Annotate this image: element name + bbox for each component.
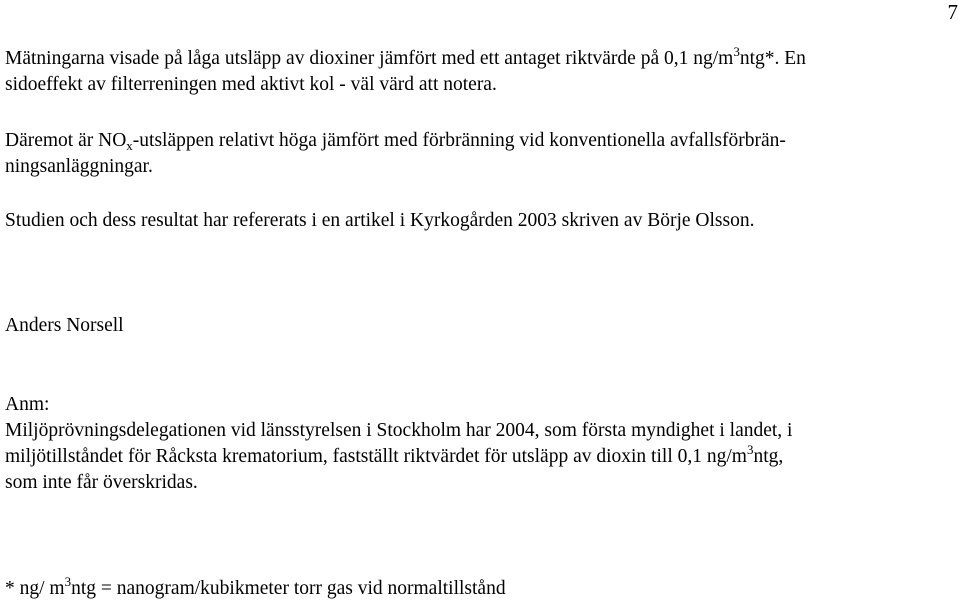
nox-paragraph — [5, 128, 955, 180]
footnote — [5, 576, 955, 602]
signature: Anders Norsell — [5, 315, 124, 336]
text-run: * ng/ m — [5, 578, 65, 599]
superscript: 3 — [733, 44, 740, 59]
measurement-paragraph — [5, 46, 955, 98]
text-run: sidoeffekt av filterreningen med aktivt kol - väl värd att notera. — [5, 74, 497, 95]
reference-paragraph: Studien och dess resultat har refererats i en artikel i Kyrkogården 2003 skriven av Börje Olsson. — [5, 210, 755, 231]
text-run: miljötillståndet för Råcksta krematorium, fastställt riktvärdet för utsläpp av dioxin till 0,1 ng/m — [5, 446, 747, 467]
text-run: ntg*. En — [739, 48, 806, 69]
page-number: 7 — [947, 0, 958, 24]
superscript: 3 — [746, 442, 754, 457]
subscript: x — [126, 138, 133, 153]
text-run: Däremot är NO — [5, 130, 127, 151]
note-label: Anm: — [5, 394, 50, 415]
note-paragraph — [5, 392, 955, 496]
text-run: ntg = nanogram/kubikmeter torr gas vid normaltillstånd — [71, 578, 506, 599]
text-run: Miljöprövningsdelegationen vid länsstyrelsen i Stockholm har 2004, som första myndighet i landet, i — [5, 420, 793, 441]
superscript: 3 — [64, 574, 72, 589]
text-run: Mätningarna visade på låga utsläpp av dioxiner jämfört med ett antaget riktvärde på 0,1 ng/m — [5, 48, 734, 69]
text-run: ningsanläggningar. — [5, 156, 153, 177]
text-run: ntg, — [753, 446, 784, 467]
text-run: -utsläppen relativt höga jämfört med förbränning vid konventionella avfallsförbrän- — [132, 130, 786, 151]
text-run: som inte får överskridas. — [5, 472, 198, 493]
